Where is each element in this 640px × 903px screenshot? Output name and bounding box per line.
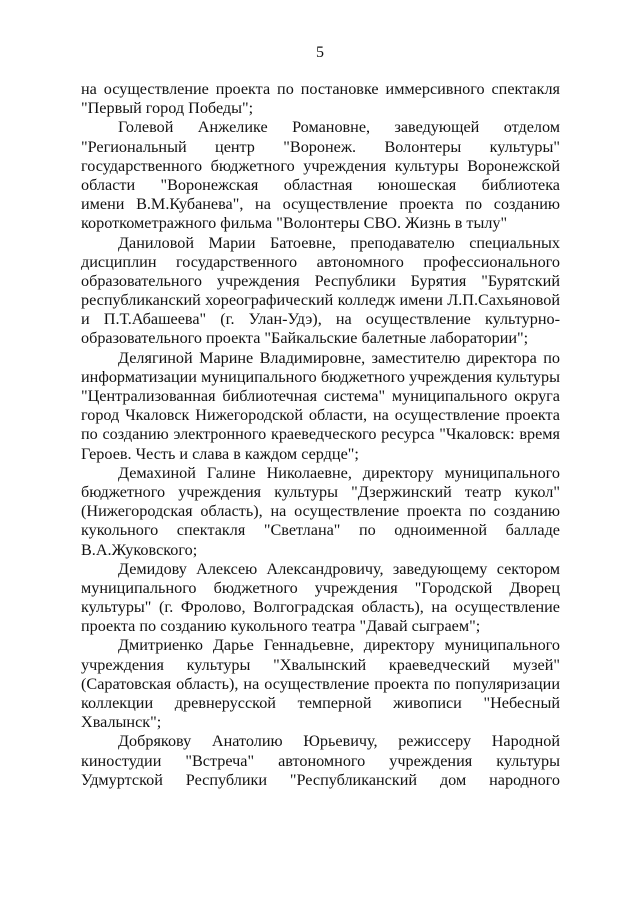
paragraph: [81, 560, 560, 637]
text-line: республиканский хореографический колледж имени Л.П.Сахьяновой: [81, 291, 560, 310]
text-line: "Региональный центр "Воронеж. Волонтеры культуры": [81, 137, 560, 156]
text-line: культуры" (г. Фролово, Волгоградская область), на осуществление: [81, 598, 560, 617]
text-line: области "Воронежская областная юношеская библиотека: [81, 175, 560, 194]
text-line: киностудии "Встреча" автономного учреждения культуры: [81, 751, 560, 770]
text-line: образовательного учреждения Республики Бурятия "Бурятский: [81, 271, 560, 290]
paragraph: [81, 636, 560, 732]
text-line: и П.Т.Абашеева" (г. Улан-Удэ), на осуществление культурно-: [81, 310, 560, 329]
text-line: Голевой Анжелике Романовне, заведующей отделом: [118, 118, 560, 137]
text-line: образовательного проекта "Байкальские балетные лаборатории";: [81, 329, 529, 348]
text-line: (Саратовская область), на осуществление проекта по популяризации: [81, 674, 560, 693]
text-line: Удмуртской Республики "Республиканский дом народного: [81, 770, 560, 789]
paragraph: [81, 464, 560, 560]
paragraph: [81, 118, 560, 233]
text-line: город Чкаловск Нижегородской области, на осуществление проекта: [81, 406, 560, 425]
text-line: Демидову Алексею Александровичу, заведующему сектором: [118, 559, 560, 578]
text-line: дисциплин государственного автономного профессионального: [81, 252, 560, 271]
page-number: 5: [316, 44, 324, 61]
text-line: коллекции древнерусской темперной живописи "Небесный: [81, 694, 560, 712]
text-line: Дмитриенко Дарье Геннадьевне, директору муниципального: [118, 636, 560, 655]
text-line: Демахиной Галине Николаевне, директору муниципального: [118, 463, 560, 482]
text-line: Даниловой Марии Батоевне, преподавателю специальных: [118, 233, 560, 252]
paragraph: [81, 349, 560, 464]
text-line: учреждения культуры "Хвалынский краеведческий музей": [81, 655, 560, 674]
text-line: государственного бюджетного учреждения культуры Воронежской: [81, 156, 560, 175]
text-line: Хвалынск";: [81, 713, 162, 732]
text-line: короткометражного фильма "Волонтеры СВО. Жизнь в тылу": [81, 214, 508, 233]
paragraph: [81, 234, 560, 349]
text-line: бюджетного учреждения культуры "Дзержинский театр кукол": [81, 482, 560, 501]
text-line: "Централизованная библиотечная система" муниципального округа: [81, 387, 560, 405]
text-line: информатизации муниципального бюджетного учреждения культуры: [81, 367, 560, 386]
text-line: В.А.Жуковского;: [81, 540, 198, 559]
text-line: Героев. Честь и слава в каждом сердце";: [81, 444, 359, 463]
text-line: Добрякову Анатолию Юрьевичу, режиссеру Народной: [118, 732, 560, 751]
text-line: проекта по созданию кукольного театра "Давай сыграем";: [81, 617, 481, 636]
document-body: [81, 80, 560, 790]
paragraph: [81, 732, 560, 790]
text-line: муниципального бюджетного учреждения "Городской Дворец: [81, 578, 560, 597]
text-line: имени В.М.Кубанева", на осуществление проекта по созданию: [81, 195, 560, 214]
text-line: "Первый город Победы";: [81, 99, 254, 118]
text-line: по созданию электронного краеведческого ресурса "Чкаловск: время: [81, 425, 560, 444]
text-line: на осуществление проекта по постановке иммерсивного спектакля: [81, 80, 560, 98]
text-line: Делягиной Марине Владимировне, заместителю директора по: [118, 348, 560, 367]
text-line: (Нижегородская область), на осуществление проекта по созданию: [81, 502, 560, 521]
text-line: кукольного спектакля "Светлана" по одноименной балладе: [81, 521, 560, 540]
paragraph: [81, 80, 560, 118]
